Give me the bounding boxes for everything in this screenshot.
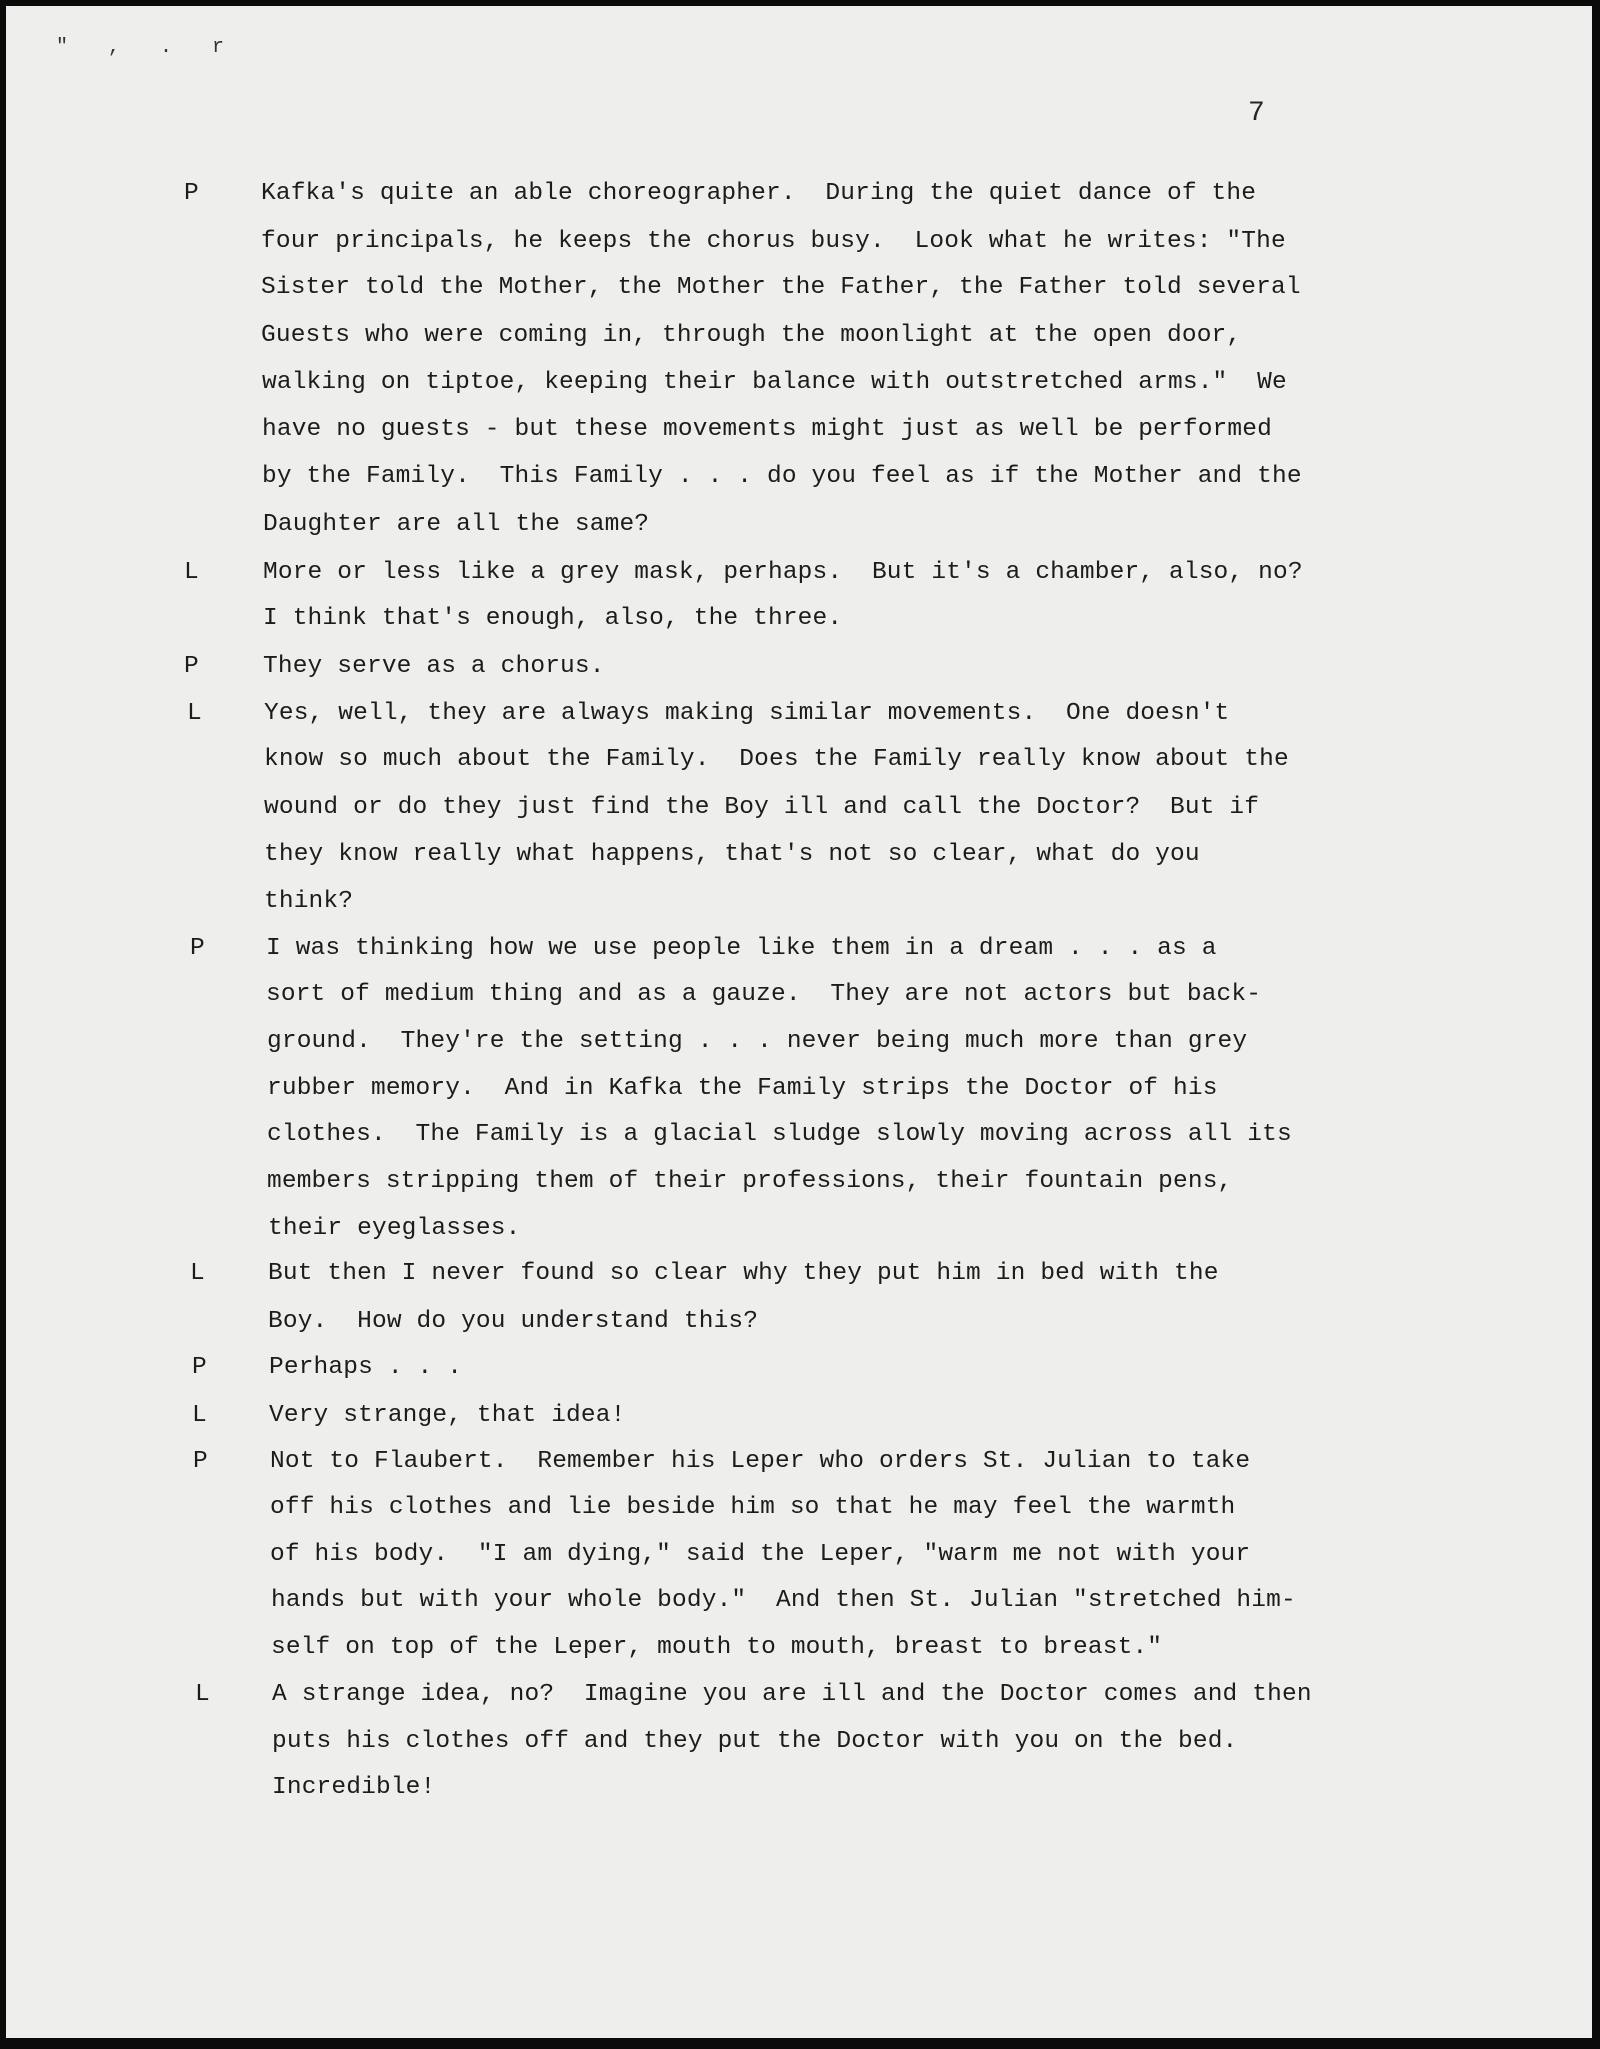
text-line: Incredible! <box>272 1774 436 1801</box>
text-line: A strange idea, no? Imagine you are ill and the Doctor comes and then <box>272 1681 1312 1708</box>
text-line: by the Family. This Family . . . do you feel as if the Mother and the <box>262 463 1302 490</box>
text-line: rubber memory. And in Kafka the Family strips the Doctor of his <box>267 1075 1218 1102</box>
text-line: Yes, well, they are always making similar movements. One doesn't <box>264 700 1230 727</box>
speaker-label: L <box>195 1681 210 1708</box>
text-line: hands but with your whole body." And then St. Julian "stretched him- <box>271 1587 1296 1614</box>
text-line: wound or do they just find the Boy ill and call the Doctor? But if <box>264 794 1260 821</box>
text-line: know so much about the Family. Does the Family really know about the <box>264 746 1289 773</box>
text-line: Daughter are all the same? <box>263 511 650 538</box>
text-line: walking on tiptoe, keeping their balance with outstretched arms." We <box>262 369 1287 396</box>
text-line: clothes. The Family is a glacial sludge slowly moving across all its <box>267 1121 1292 1148</box>
text-line: Boy. How do you understand this? <box>268 1308 759 1335</box>
corner-marks: " , . r <box>56 36 239 59</box>
speaker-label: L <box>184 559 199 586</box>
text-line: they know really what happens, that's not so clear, what do you <box>264 841 1200 868</box>
typewritten-page <box>6 6 1592 2038</box>
text-line: Sister told the Mother, the Mother the Father, the Father told several <box>261 274 1301 301</box>
speaker-label: P <box>193 1448 208 1475</box>
text-line: four principals, he keeps the chorus busy. Look what he writes: "The <box>261 228 1286 255</box>
speaker-label: L <box>187 700 202 727</box>
text-line: off his clothes and lie beside him so that he may feel the warmth <box>270 1494 1236 1521</box>
text-line: Kafka's quite an able choreographer. During the quiet dance of the <box>261 180 1257 207</box>
speaker-label: P <box>184 653 199 680</box>
text-line: of his body. "I am dying," said the Leper, "warm me not with your <box>270 1541 1251 1568</box>
text-line: But then I never found so clear why they put him in bed with the <box>268 1260 1219 1287</box>
text-line: Perhaps . . . <box>269 1354 463 1381</box>
text-line: think? <box>264 888 354 915</box>
text-line: Not to Flaubert. Remember his Leper who orders St. Julian to take <box>270 1448 1251 1475</box>
text-line: have no guests - but these movements might just as well be performed <box>262 416 1272 443</box>
speaker-label: L <box>190 1260 205 1287</box>
text-line: I was thinking how we use people like them in a dream . . . as a <box>266 935 1217 962</box>
speaker-label: P <box>184 180 199 207</box>
text-line: self on top of the Leper, mouth to mouth, breast to breast." <box>271 1634 1163 1661</box>
speaker-label: L <box>192 1402 207 1429</box>
text-line: Very strange, that idea! <box>269 1402 626 1429</box>
text-line: members stripping them of their professions, their fountain pens, <box>267 1168 1233 1195</box>
text-line: ground. They're the setting . . . never being much more than grey <box>267 1028 1248 1055</box>
page-number: 7 <box>1248 98 1265 129</box>
text-line: their eyeglasses. <box>268 1215 521 1242</box>
text-line: Guests who were coming in, through the moonlight at the open door, <box>261 322 1242 349</box>
speaker-label: P <box>190 935 205 962</box>
text-line: I think that's enough, also, the three. <box>263 605 843 632</box>
text-line: They serve as a chorus. <box>263 653 605 680</box>
text-line: puts his clothes off and they put the Doctor with you on the bed. <box>272 1728 1238 1755</box>
text-line: sort of medium thing and as a gauze. They are not actors but back- <box>266 981 1262 1008</box>
speaker-label: P <box>192 1354 207 1381</box>
text-line: More or less like a grey mask, perhaps. But it's a chamber, also, no? <box>263 559 1303 586</box>
